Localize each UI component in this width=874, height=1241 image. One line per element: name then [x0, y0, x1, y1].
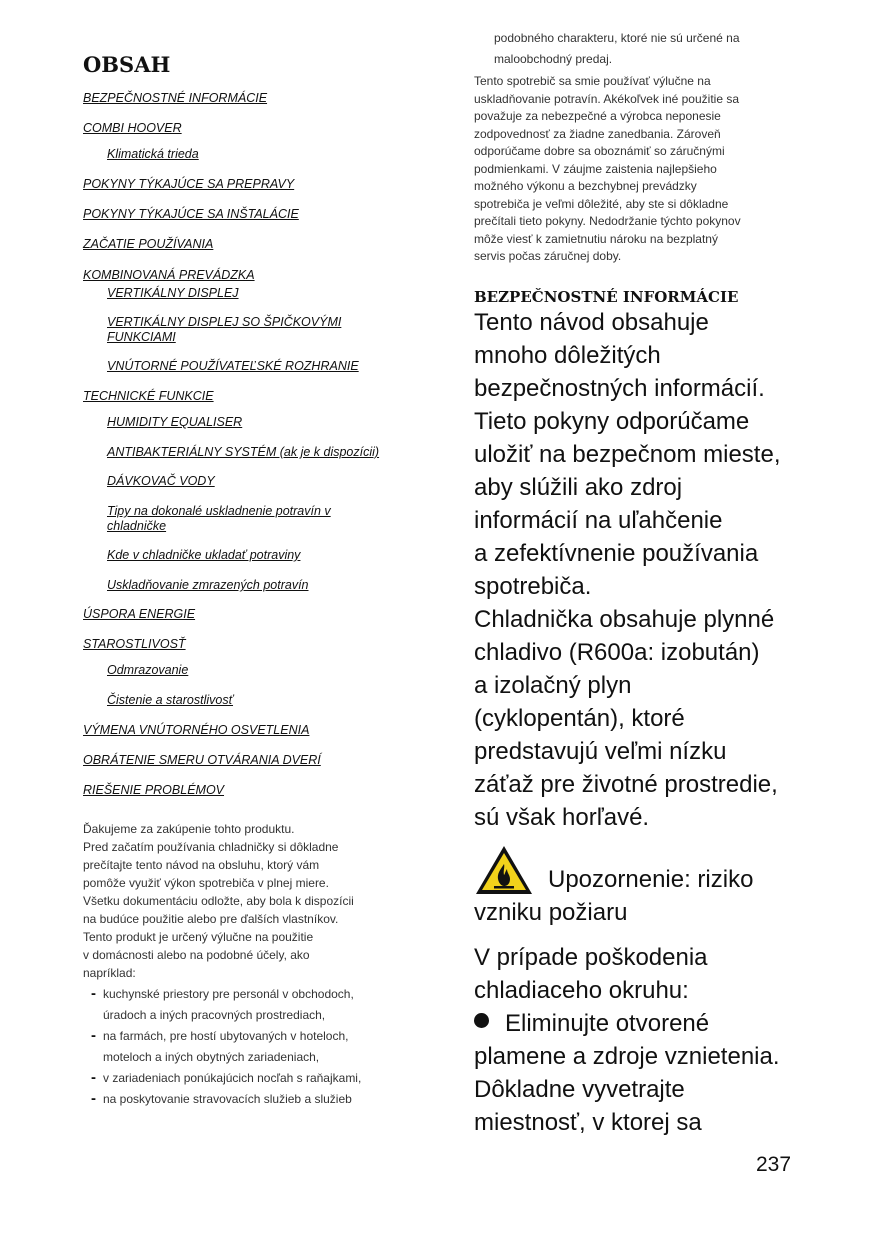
toc-item-combi-hoover[interactable]: COMBI HOOVER [83, 121, 182, 135]
intro-line: Tento produkt je určený výlučne na použitie [83, 930, 314, 944]
text-line: Chladnička obsahuje plynné [474, 605, 775, 633]
list-item [91, 1068, 413, 1089]
text-line: podobného charakteru, ktoré nie sú určené na [494, 31, 740, 45]
list-item [91, 984, 413, 1026]
text-line: podmienkami. V záujme zaistenia najlepšieho [474, 161, 717, 176]
toc-item-odmrazovanie[interactable]: Odmrazovanie [107, 663, 189, 677]
text-line: a izolačný plyn [474, 671, 632, 699]
toc-item-kde-ukladat[interactable]: Kde v chladničke ukladať potraviny [107, 548, 301, 562]
text-line: Eliminujte otvorené [505, 1009, 710, 1037]
text-line: miestnosť, v ktorej sa [474, 1108, 702, 1136]
text-line: chladivo (R600a: izobután) [474, 638, 760, 666]
text-line: uskladňovanie potravín. Akékoľvek iné použitie sa [474, 91, 739, 106]
fire-warning [474, 844, 804, 929]
list-item-text: - kuchynské priestory pre personál v obchodoch, [103, 987, 354, 1001]
text-line: (cyklopentán), ktoré [474, 704, 685, 732]
text-line: aby slúžili ako zdroj [474, 473, 683, 501]
flammable-warning-icon [474, 844, 534, 896]
toc-item-tipy-uskladnenie[interactable]: Tipy na dokonalé uskladnenie potravín v chladničke [107, 504, 331, 533]
text-line: maloobchodný predaj. [494, 52, 613, 66]
bullet-icon [474, 1013, 489, 1028]
text-line: chladiaceho okruhu: [474, 976, 689, 1004]
text-line: a zefektívnenie používania [474, 539, 759, 567]
list-item-text: moteloch a iných obytných zariadeniach, [103, 1050, 320, 1064]
continued-list-text [474, 28, 804, 70]
table-of-contents [83, 91, 413, 798]
page-number: 237 [756, 1153, 792, 1176]
text-line: považuje za nebezpečné a výrobca neponesie [474, 109, 721, 123]
toc-item-obratenie-dveri[interactable]: OBRÁTENIE SMERU OTVÁRANIA DVERÍ [83, 753, 321, 767]
toc-item-kombinovana-prevadzka[interactable]: KOMBINOVANÁ PREVÁDZKA [83, 268, 255, 282]
toc-item-humidity-equaliser[interactable]: HUMIDITY EQUALISER [107, 415, 243, 429]
toc-item-pokyny-instalacia[interactable]: POKYNY TÝKAJÚCE SA INŠTALÁCIE [83, 207, 299, 221]
intro-line: napríklad: [83, 966, 136, 980]
toc-item-technicke-funkcie[interactable]: TECHNICKÉ FUNKCIE [83, 389, 214, 403]
warning-label: vzniku požiaru [474, 898, 628, 926]
toc-item-bezpecnostne-informacie[interactable]: BEZPEČNOSTNÉ INFORMÁCIE [83, 91, 268, 105]
toc-item-pokyny-preprava[interactable]: POKYNY TÝKAJÚCE SA PREPRAVY [83, 177, 295, 191]
toc-item-vertikalny-displej-spickovy[interactable]: VERTIKÁLNY DISPLEJ SO ŠPIČKOVÝMI FUNKCIAMI [107, 315, 342, 344]
intro-line: Všetku dokumentáciu odložte, aby bola k dispozícii [83, 894, 354, 908]
text-line: Tento návod obsahuje [474, 308, 709, 336]
safety-heading: BEZPEČNOSTNÉ INFORMÁCIE [474, 287, 739, 306]
text-line: možného výkonu a bezchybnej prevádzky [474, 179, 697, 193]
intro-line: Ďakujeme za zakúpenie tohto produktu. [83, 822, 295, 836]
toc-item-zacatie-pouzivania[interactable]: ZAČATIE POUŽÍVANIA [83, 237, 214, 251]
left-column [83, 52, 413, 1110]
toc-item-vymena-osvetlenia[interactable]: VÝMENA VNÚTORNÉHO OSVETLENIA [83, 723, 310, 737]
text-line: môže viesť k zamietnutiu nároku na bezplatný [474, 231, 718, 246]
intro-line: na budúce použitie alebo pre ďalších vlastníkov. [83, 912, 339, 926]
intro-line: prečítajte tento návod na obsluhu, ktorý vám [83, 858, 320, 872]
toc-item-uspora-energie[interactable]: ÚSPORA ENERGIE [83, 607, 196, 621]
intro-line: v domácnosti alebo na podobné účely, ako [83, 948, 310, 962]
text-line: spotrebiča. [474, 572, 592, 600]
text-line: Dôkladne vyvetrajte [474, 1075, 685, 1103]
text-line: spotrebiča je veľmi dôležité, aby ste si dôkladne [474, 196, 729, 211]
text-line: bezpečnostných informácií. [474, 374, 765, 402]
toc-item-starostlivost[interactable]: STAROSTLIVOSŤ [83, 637, 186, 651]
bullet-line [474, 1007, 804, 1040]
toc-item-cistenie[interactable]: Čistenie a starostlivosť [107, 693, 234, 707]
list-item-text: - na poskytovanie stravovacích služieb a služieb [103, 1092, 352, 1106]
toc-item-klimaticka-trieda[interactable]: Klimatická trieda [107, 147, 199, 161]
right-column [474, 28, 804, 1139]
safety-paragraph [474, 306, 804, 834]
toc-title: OBSAH [83, 52, 171, 77]
toc-item-riesenie-problemov[interactable]: RIEŠENIE PROBLÉMOV [83, 783, 225, 797]
toc-item-antibakterialny-system[interactable]: ANTIBAKTERIÁLNY SYSTÉM (ak je k dispozícii) [107, 445, 380, 459]
text-line: prečítali tieto pokyny. Nedodržanie týchto pokynov [474, 214, 741, 228]
usage-list [91, 984, 413, 1110]
text-line: V prípade poškodenia [474, 943, 708, 971]
list-item [91, 1026, 413, 1068]
text-line: záťaž pre životné prostredie, [474, 770, 778, 798]
text-line: Tieto pokyny odporúčame [474, 407, 750, 435]
text-line: uložiť na bezpečnom mieste, [474, 440, 781, 468]
list-item-text: - v zariadeniach ponúkajúcich nocľah s raňajkami, [103, 1071, 362, 1085]
warning-label: Upozornenie: riziko [548, 865, 754, 893]
damage-paragraph [474, 941, 804, 1139]
toc-item-vertikalny-displej[interactable]: VERTIKÁLNY DISPLEJ [107, 286, 239, 300]
text-line: sú však horľavé. [474, 803, 650, 831]
toc-item-davkovac-vody[interactable]: DÁVKOVAČ VODY [107, 474, 215, 488]
text-line: informácií na uľahčenie [474, 506, 723, 534]
toc-item-zmrazene-potraviny[interactable]: Uskladňovanie zmrazených potravín [107, 578, 309, 592]
usage-paragraph [474, 73, 804, 266]
list-item [91, 1089, 413, 1110]
intro-line: pomôže využiť výkon spotrebiča v plnej miere. [83, 876, 329, 890]
text-line: plamene a zdroje vznietenia. [474, 1042, 780, 1070]
intro-line: Pred začatím používania chladničky si dôkladne [83, 840, 339, 854]
text-line: zodpovednosť za žiadne zanedbania. Zároveň [474, 126, 721, 141]
text-line: predstavujú veľmi nízku [474, 737, 727, 765]
intro-paragraph [83, 820, 413, 982]
list-item-text: úradoch a iných pracovných prostrediach, [103, 1008, 326, 1022]
text-line: servis počas záručnej doby. [474, 249, 622, 263]
text-line: odporúčame dobre sa oboznámiť so záručnými [474, 144, 725, 158]
list-item-text: - na farmách, pre hostí ubytovaných v hoteloch, [103, 1029, 349, 1043]
text-line: mnoho dôležitých [474, 341, 661, 369]
text-line: Tento spotrebič sa smie používať výlučne na [474, 74, 711, 88]
toc-item-vnutorne-rozhranie[interactable]: VNÚTORNÉ POUŽÍVATEĽSKÉ ROZHRANIE [107, 359, 359, 373]
